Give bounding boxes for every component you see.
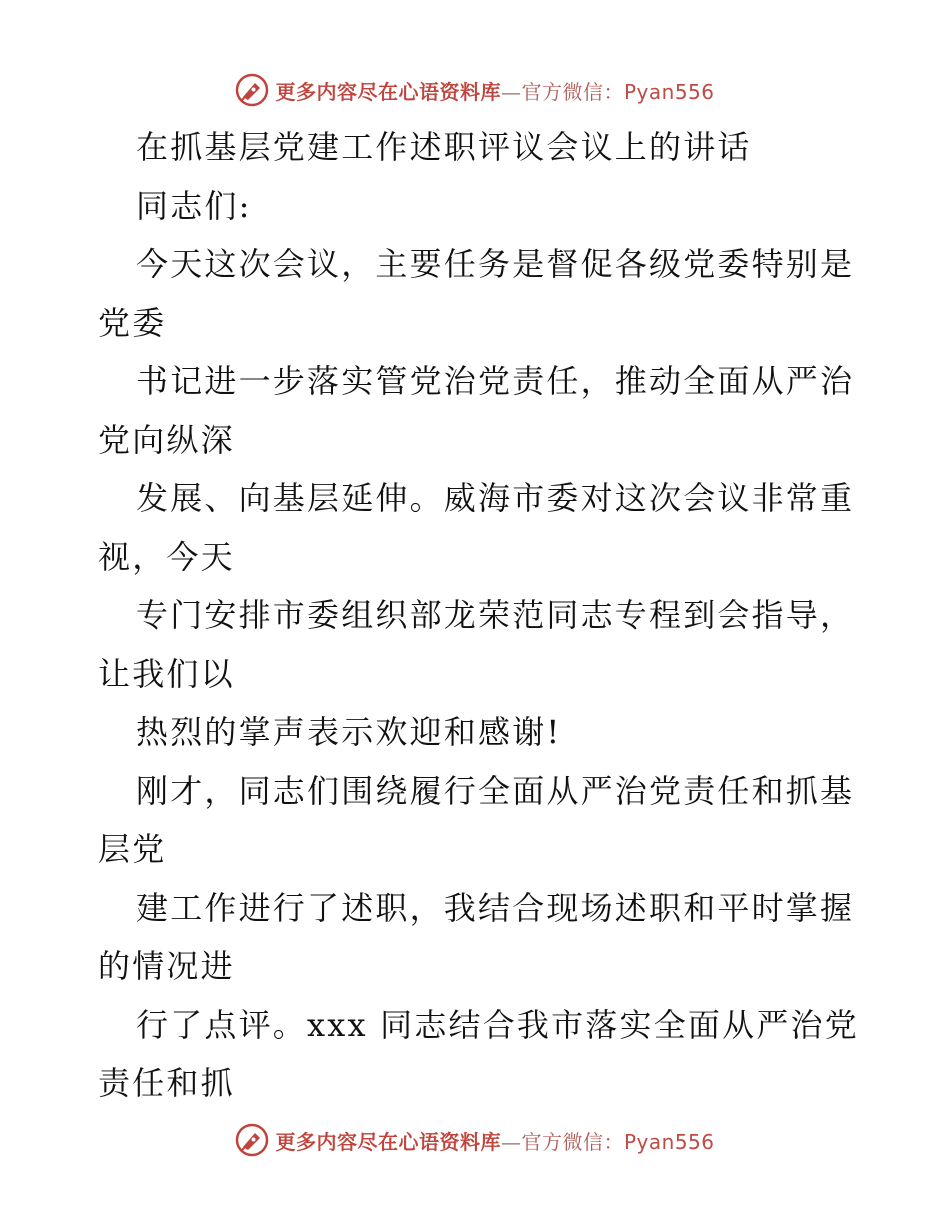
text-line: 党向纵深 [98, 420, 235, 459]
pen-nib-logo-icon [235, 1123, 269, 1157]
text-line: 层党 [98, 830, 167, 868]
watermark-dash: — [500, 1129, 522, 1154]
watermark-text [275, 1126, 714, 1155]
text-line: 同志们: [136, 186, 252, 225]
document-body [98, 118, 858, 1113]
text-line: 今天这次会议，主要任务是督促各级党委特别是 [136, 245, 855, 283]
text-line: 在抓基层党建工作述职评议会议上的讲话 [136, 128, 752, 166]
watermark-id: Pyan556 [623, 1129, 715, 1154]
text-line: 建工作进行了述职，我结合现场述职和平时掌握 [136, 888, 855, 927]
text-line: 让我们以 [98, 654, 235, 693]
text-line: 书记进一步落实管党治党责任，推动全面从严治 [136, 362, 855, 400]
watermark-main: 更多内容尽在心语资料库 [275, 1129, 501, 1154]
text-line: 发展、向基层延伸。威海市委对这次会议非常重 [136, 479, 855, 517]
watermark-header [0, 70, 950, 110]
watermark-main: 更多内容尽在心语资料库 [275, 79, 501, 104]
text-line: 的情况进 [98, 947, 235, 985]
pen-nib-logo-icon [235, 73, 269, 107]
watermark-id: Pyan556 [623, 79, 715, 104]
watermark-label: 官方微信： [521, 79, 624, 104]
text-line: 责任和抓 [98, 1064, 235, 1102]
text-line: 行了点评。xxx 同志结合我市落实全面从严治党 [136, 1005, 859, 1044]
text-line: 热烈的掌声表示欢迎和感谢! [136, 713, 562, 751]
text-line: 党委 [98, 303, 167, 342]
watermark-dash: — [500, 79, 522, 104]
watermark-text [275, 76, 714, 105]
watermark-footer [0, 1120, 950, 1160]
text-line: 专门安排市委组织部龙荣范同志专程到会指导， [136, 596, 855, 634]
text-line: 刚才，同志们围绕履行全面从严治党责任和抓基 [136, 771, 855, 810]
watermark-label: 官方微信： [521, 1129, 624, 1154]
text-line: 视，今天 [98, 537, 235, 576]
